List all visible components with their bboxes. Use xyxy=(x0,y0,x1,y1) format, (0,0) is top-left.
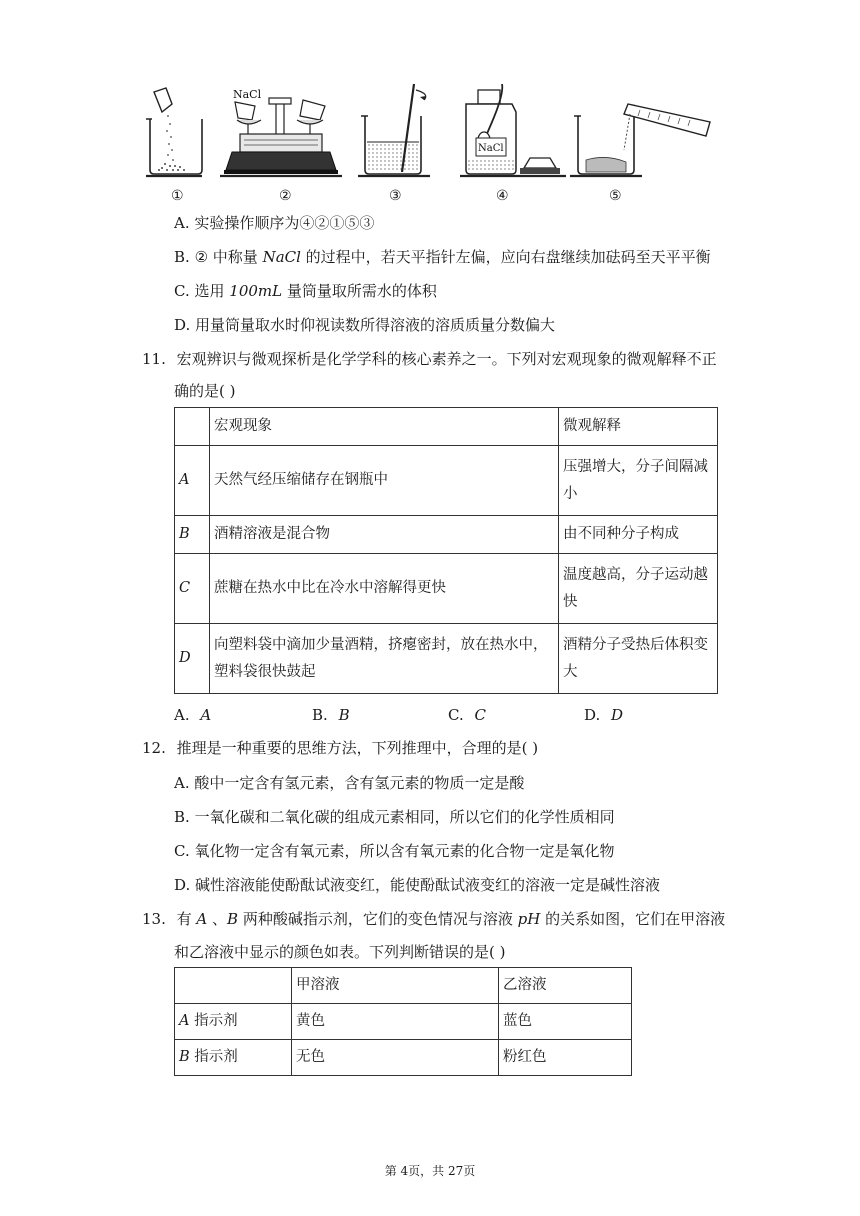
option-text: 选用 xyxy=(194,282,230,300)
question-number: 11. xyxy=(142,350,166,368)
explanation-line: 大 xyxy=(563,663,578,680)
stirring-beaker-drawing xyxy=(358,84,430,176)
row-label: B xyxy=(175,516,210,554)
option-letter: A. xyxy=(174,214,190,232)
q10-option-d xyxy=(174,315,555,335)
option-value: A xyxy=(200,706,212,724)
indicator-label: 指示剂 xyxy=(189,1049,238,1065)
question-stem: 宏观辨识与微观探析是化学学科的核心素养之一。下列对宏观现象的微观解释不正 xyxy=(176,350,717,368)
table-header-row xyxy=(175,408,718,446)
q11-option-b xyxy=(312,705,350,725)
formula-nacl: NaCl xyxy=(262,248,301,266)
q10-option-c xyxy=(174,281,437,301)
table-header-cell: 甲溶液 xyxy=(292,968,499,1004)
figure-label-5: ⑤ xyxy=(609,188,622,204)
explanation-line: 小 xyxy=(563,485,578,502)
q12-option-a xyxy=(174,773,524,793)
explanation-line: 温度越高，分子运动越 xyxy=(563,566,708,583)
experiment-figure xyxy=(140,84,730,204)
figure-label-3: ③ xyxy=(389,188,402,204)
explanation-cell xyxy=(559,624,718,694)
row-label: C xyxy=(175,554,210,624)
table-row xyxy=(175,1040,632,1076)
option-text: 一氧化碳和二氧化碳的组成元素相同，所以它们的化学性质相同 xyxy=(194,808,615,826)
pouring-cylinder-drawing xyxy=(570,104,710,176)
row-label: D xyxy=(175,624,210,694)
table-header-cell: 宏观现象 xyxy=(210,408,559,446)
q13-stem-line1 xyxy=(142,909,725,929)
option-letter: C. xyxy=(174,282,190,300)
table-header-cell xyxy=(175,968,292,1004)
phenomenon-cell xyxy=(210,624,559,694)
phenomenon-cell: 天然气经压缩储存在钢瓶中 xyxy=(210,446,559,516)
option-letter: D. xyxy=(174,316,191,334)
color-cell: 无色 xyxy=(292,1040,499,1076)
nacl-label-balance: NaCl xyxy=(233,88,262,101)
table-row xyxy=(175,446,718,516)
table-row xyxy=(175,516,718,554)
option-text: 的过程中，若天平指针左偏，应向右盘继续加砝码至天平平衡 xyxy=(300,248,711,266)
beaker-with-powder-drawing xyxy=(146,88,202,176)
option-letter: B. xyxy=(312,706,328,724)
table-row xyxy=(175,1004,632,1040)
table-header-row xyxy=(175,968,632,1004)
figure-label-1: ① xyxy=(171,188,184,204)
explanation-cell xyxy=(559,446,718,516)
q11-option-c xyxy=(448,705,486,725)
table-header-cell: 微观解释 xyxy=(559,408,718,446)
q12-option-d xyxy=(174,875,660,895)
color-cell: 粉红色 xyxy=(499,1040,632,1076)
option-letter: B. xyxy=(174,808,190,826)
phenomenon-cell: 蔗糖在热水中比在冷水中溶解得更快 xyxy=(210,554,559,624)
page-footer: 第 4页，共 27页 xyxy=(384,1164,476,1178)
option-letter: A. xyxy=(174,706,190,724)
q11-table xyxy=(174,407,718,694)
option-value: D xyxy=(611,706,624,724)
q11-stem-line2: 确的是( ) xyxy=(174,382,236,400)
figure-label-4: ④ xyxy=(496,188,509,204)
balance-drawing xyxy=(220,88,342,176)
reagent-bottle-drawing xyxy=(460,84,566,176)
row-label: A xyxy=(175,446,210,516)
question-stem: 的关系如图，它们在甲溶液 xyxy=(540,910,726,928)
option-letter: A. xyxy=(174,774,190,792)
phenomenon-line: 塑料袋很快鼓起 xyxy=(214,663,316,680)
option-text: 酸中一定含有氢元素，含有氢元素的物质一定是酸 xyxy=(194,774,525,792)
explanation-cell: 由不同种分子构成 xyxy=(559,516,718,554)
option-value: C xyxy=(474,706,486,724)
explanation-line: 酒精分子受热后体积变 xyxy=(563,636,708,653)
nacl-label-bottle: NaCl xyxy=(478,143,504,154)
ph-symbol: pH xyxy=(517,910,541,928)
q12-option-c xyxy=(174,841,615,861)
option-letter: B. xyxy=(174,248,190,266)
option-letter: C. xyxy=(174,842,190,860)
table-header-cell xyxy=(175,408,210,446)
option-value: B xyxy=(338,706,350,724)
q11-option-d xyxy=(584,705,623,725)
formula-volume: 100mL xyxy=(229,282,283,300)
option-text: 用量筒量取水时仰视读数所得溶液的溶质质量分数偏大 xyxy=(195,316,556,334)
indicator-cell xyxy=(175,1004,292,1040)
figure-label-2: ② xyxy=(279,188,292,204)
question-stem: 有 xyxy=(176,910,197,928)
q11-stem-line1 xyxy=(142,349,717,369)
q12-option-b xyxy=(174,807,615,827)
q11-option-a xyxy=(174,705,211,725)
question-stem: 两种酸碱指示剂，它们的变色情况与溶液 xyxy=(238,910,518,928)
q13-stem-line2: 和乙溶液中显示的颜色如表。下列判断错误的是( ) xyxy=(174,943,506,961)
explanation-cell xyxy=(559,554,718,624)
indicator-cell xyxy=(175,1040,292,1076)
phenomenon-line: 向塑料袋中滴加少量酒精，挤瘪密封，放在热水中， xyxy=(214,636,548,653)
explanation-line: 压强增大，分子间隔减 xyxy=(563,458,708,475)
q13-table xyxy=(174,967,632,1076)
question-number: 12. xyxy=(142,739,166,757)
indicator-a-symbol: A xyxy=(196,910,208,928)
table-header-cell: 乙溶液 xyxy=(499,968,632,1004)
option-text: 碱性溶液能使酚酞试液变红，能使酚酞试液变红的溶液一定是碱性溶液 xyxy=(195,876,661,894)
q10-option-a xyxy=(174,213,374,233)
q10-option-b xyxy=(174,247,711,267)
option-text: 量筒量取所需水的体积 xyxy=(282,282,437,300)
indicator-b-symbol: B xyxy=(227,910,239,928)
q12-stem xyxy=(142,738,538,758)
color-cell: 蓝色 xyxy=(499,1004,632,1040)
indicator-symbol: A xyxy=(179,1013,190,1029)
color-cell: 黄色 xyxy=(292,1004,499,1040)
table-row xyxy=(175,624,718,694)
indicator-label: 指示剂 xyxy=(189,1013,238,1029)
question-number: 13. xyxy=(142,910,166,928)
table-row xyxy=(175,554,718,624)
question-stem: 推理是一种重要的思维方法，下列推理中，合理的是( ) xyxy=(176,739,539,757)
option-letter: D. xyxy=(584,706,601,724)
phenomenon-cell: 酒精溶液是混合物 xyxy=(210,516,559,554)
option-text: 实验操作顺序为④②①⑤③ xyxy=(194,214,375,232)
question-stem: 、 xyxy=(207,910,228,928)
indicator-symbol: B xyxy=(179,1049,190,1065)
option-text: 氧化物一定含有氧元素，所以含有氧元素的化合物一定是氧化物 xyxy=(194,842,615,860)
option-letter: D. xyxy=(174,876,191,894)
option-letter: C. xyxy=(448,706,464,724)
explanation-line: 快 xyxy=(563,593,578,610)
option-text: ② 中称量 xyxy=(194,248,263,266)
